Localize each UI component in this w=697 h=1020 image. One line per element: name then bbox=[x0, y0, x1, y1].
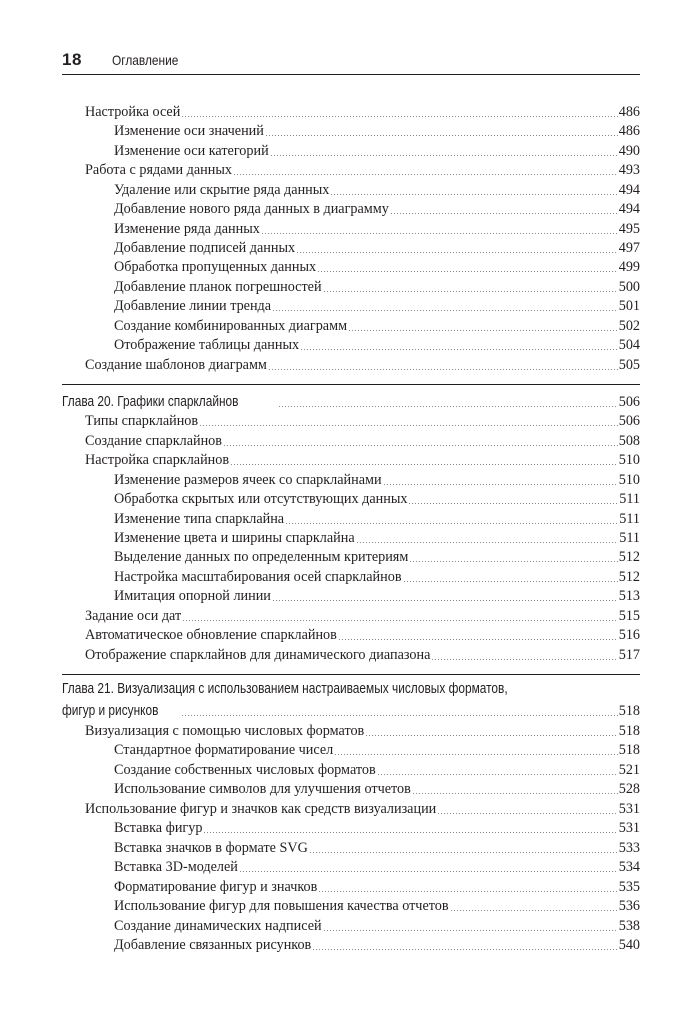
toc-entry[interactable]: Вставка 3D-моделей 534 bbox=[114, 859, 640, 875]
toc-entry[interactable]: Типы спарклайнов 506 bbox=[85, 413, 640, 429]
toc-entry[interactable]: Изменение ряда данных 495 bbox=[114, 221, 640, 237]
page-number: 18 bbox=[62, 50, 82, 69]
toc-entry[interactable]: Изменение оси значений 486 bbox=[114, 123, 640, 139]
chapter-divider bbox=[62, 384, 640, 385]
toc-entry[interactable]: Обработка скрытых или отсутствующих данных 511 bbox=[114, 491, 640, 507]
toc-entry[interactable]: Форматирование фигур и значков 535 bbox=[114, 879, 640, 895]
toc-entry[interactable]: Использование символов для улучшения отчетов 528 bbox=[114, 781, 640, 797]
toc-entry[interactable]: Создание динамических надписей 538 bbox=[114, 918, 640, 934]
toc-entry[interactable]: Добавление планок погрешностей 500 bbox=[114, 279, 640, 295]
toc-entry[interactable]: Использование фигур для повышения качества отчетов 536 bbox=[114, 898, 640, 914]
toc-chapter-21-line1[interactable]: Глава 21. Визуализация с использованием настраиваемых числовых форматов, bbox=[62, 681, 508, 697]
toc-entry[interactable]: Автоматическое обновление спарклайнов 516 bbox=[85, 627, 640, 643]
toc-entry[interactable]: Обработка пропущенных данных 499 bbox=[114, 259, 640, 275]
toc-entry[interactable]: Добавление связанных рисунков 540 bbox=[114, 937, 640, 953]
toc-entry[interactable]: Добавление подписей данных 497 bbox=[114, 240, 640, 256]
toc-entry[interactable]: Изменение размеров ячеек со спарклайнами 510 bbox=[114, 472, 640, 488]
toc-entry[interactable]: Настройка спарклайнов 510 bbox=[85, 452, 640, 468]
toc-entry[interactable]: Использование фигур и значков как средств визуализации 531 bbox=[85, 801, 640, 817]
toc-entry[interactable]: Создание шаблонов диаграмм 505 bbox=[85, 357, 640, 373]
toc-entry[interactable]: Стандартное форматирование чисел 518 bbox=[114, 742, 640, 758]
toc-entry[interactable]: Добавление линии тренда 501 bbox=[114, 298, 640, 314]
toc-entry[interactable]: Настройка масштабирования осей спарклайнов 512 bbox=[114, 569, 640, 585]
toc-chapter-21[interactable]: фигур и рисунков 518 bbox=[62, 703, 640, 719]
toc-entry[interactable]: Создание комбинированных диаграмм 502 bbox=[114, 318, 640, 334]
toc-entry[interactable]: Создание собственных числовых форматов 521 bbox=[114, 762, 640, 778]
toc-entry[interactable]: Отображение спарклайнов для динамического диапазона 517 bbox=[85, 647, 640, 663]
page-header bbox=[62, 50, 640, 75]
toc-entry[interactable]: Вставка фигур 531 bbox=[114, 820, 640, 836]
toc-entry[interactable]: Отображение таблицы данных 504 bbox=[114, 337, 640, 353]
toc-entry[interactable]: Работа с рядами данных 493 bbox=[85, 162, 640, 178]
toc-entry[interactable]: Визуализация с помощью числовых форматов 518 bbox=[85, 723, 640, 739]
toc-entry[interactable]: Настройка осей 486 bbox=[85, 104, 640, 120]
toc-entry[interactable]: Добавление нового ряда данных в диаграмму 494 bbox=[114, 201, 640, 217]
toc-entry[interactable]: Вставка значков в формате SVG 533 bbox=[114, 840, 640, 856]
toc-entry[interactable]: Выделение данных по определенным критериям 512 bbox=[114, 549, 640, 565]
toc-entry[interactable]: Задание оси дат 515 bbox=[85, 608, 640, 624]
toc-entry[interactable]: Изменение оси категорий 490 bbox=[114, 143, 640, 159]
chapter-divider bbox=[62, 674, 640, 675]
toc-entry[interactable]: Имитация опорной линии 513 bbox=[114, 588, 640, 604]
running-title: Оглавление bbox=[112, 52, 179, 68]
toc-entry[interactable]: Удаление или скрытие ряда данных 494 bbox=[114, 182, 640, 198]
toc-entry[interactable]: Изменение цвета и ширины спарклайна 511 bbox=[114, 530, 640, 546]
toc-entry[interactable]: Создание спарклайнов 508 bbox=[85, 433, 640, 449]
toc-entry[interactable]: Изменение типа спарклайна 511 bbox=[114, 511, 640, 527]
toc-chapter-20[interactable]: Глава 20. Графики спарклайнов 506 bbox=[62, 394, 640, 410]
